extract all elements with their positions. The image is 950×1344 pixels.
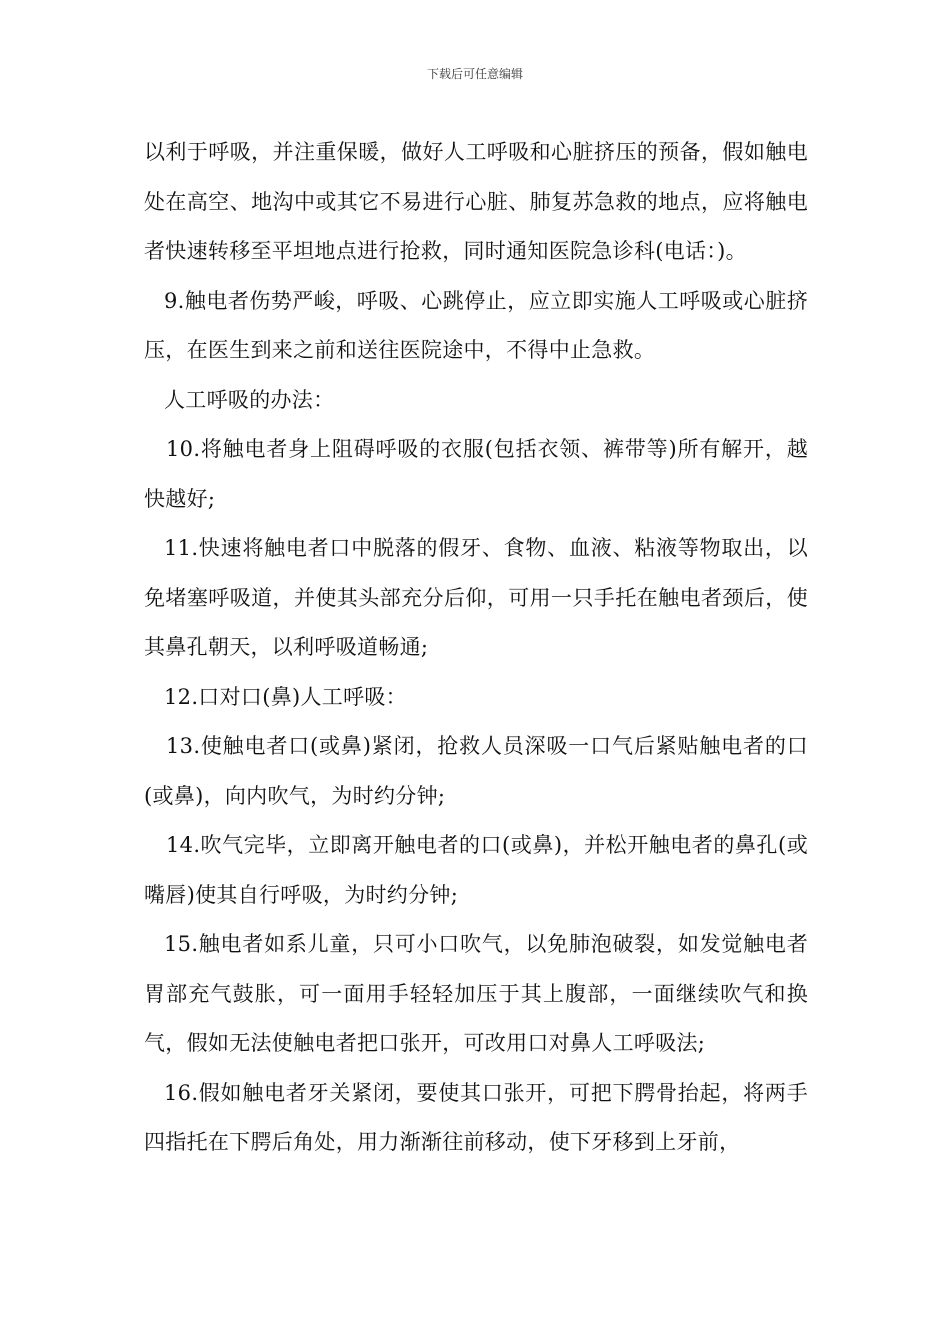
paragraph-item-13: 13.使触电者口(或鼻)紧闭，抢救人员深吸一口气后紧贴触电者的口(或鼻)，向内吹气，为时约分钟; [144, 734, 808, 808]
paragraph-item-14: 14.吹气完毕，立即离开触电者的口(或鼻)，并松开触电者的鼻孔(或嘴唇)使其自行呼吸，为时约分钟; [144, 833, 808, 907]
paragraph-item-15: 15.触电者如系儿童，只可小口吹气，以免肺泡破裂，如发觉触电者胃部充气鼓胀，可一面用手轻轻加压于其上腹部，一面继续吹气和换气，假如无法使触电者把口张开，可改用口对鼻人工呼吸法; [144, 932, 808, 1055]
page-header: 下载后可任意编辑 [426, 67, 523, 81]
paragraph-item-11: 11.快速将触电者口中脱落的假牙、食物、血液、粘液等物取出，以免堵塞呼吸道，并使其头部充分后仰，可用一只手托在触电者颈后，使其鼻孔朝天，以利呼吸道畅通; [144, 536, 808, 659]
paragraph-item-9: 9.触电者伤势严峻，呼吸、心跳停止，应立即实施人工呼吸或心脏挤压，在医生到来之前和送往医院途中，不得中止急救。 [144, 288, 808, 362]
paragraph-item-12: 12.口对口(鼻)人工呼吸： [164, 684, 407, 709]
section-heading-artificial-respiration: 人工呼吸的办法： [164, 387, 335, 412]
paragraph-item-10: 10.将触电者身上阻碍呼吸的衣服(包括衣领、裤带等)所有解开，越快越好; [144, 437, 808, 511]
paragraph-continued: 以利于呼吸，并注重保暖，做好人工呼吸和心脏挤压的预备，假如触电处在高空、地沟中或其它不易进行心脏、肺复苏急救的地点，应将触电者快速转移至平坦地点进行抢救，同时通知医院急诊科(电话：)。 [144, 140, 808, 263]
document-body [144, 128, 808, 1168]
paragraph-item-16: 16.假如触电者牙关紧闭，要使其口张开，可把下腭骨抬起，将两手四指托在下腭后角处，用力渐渐往前移动，使下牙移到上牙前， [144, 1080, 808, 1154]
